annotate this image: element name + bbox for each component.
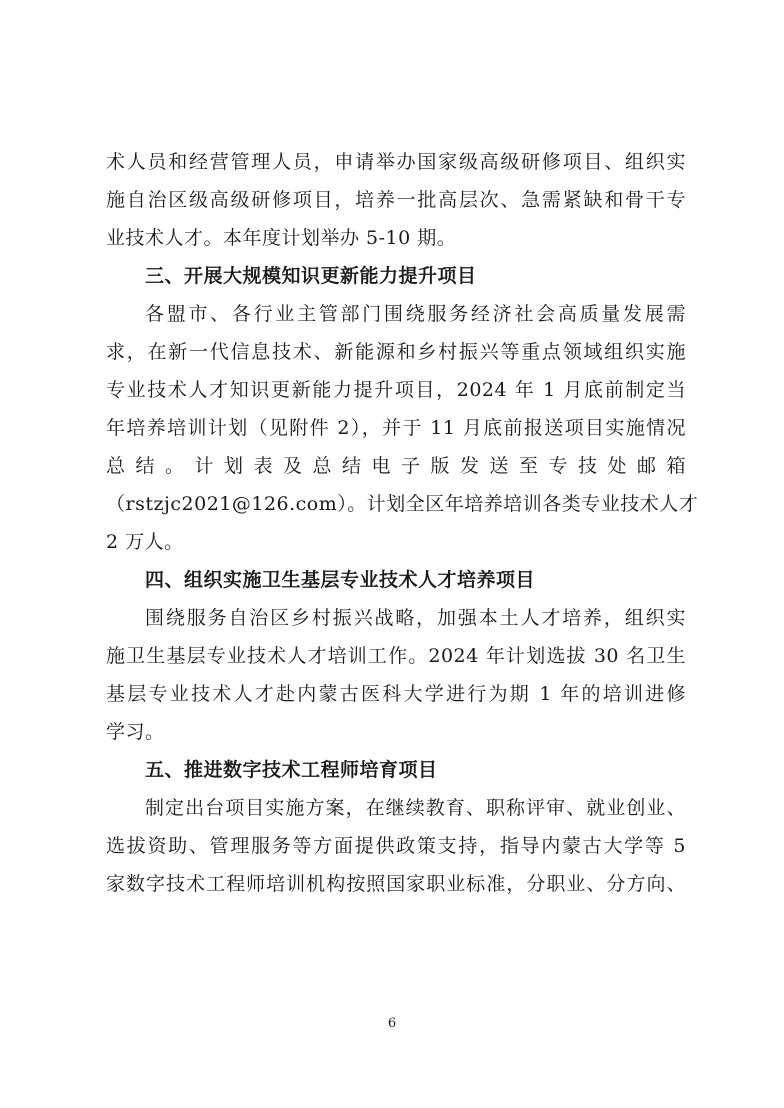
paragraph-line: 2 万人。 — [106, 531, 184, 553]
paragraph-line: 专业技术人才知识更新能力提升项目，2024 年 1 月底前制定当 — [106, 379, 686, 401]
paragraph-line: 施自治区级高级研修项目，培养一批高层次、急需紧缺和骨干专 — [106, 189, 686, 211]
section-heading: 五、推进数字技术工程师培育项目 — [145, 759, 438, 781]
paragraph-line: （rstzjc2021@126.com）。计划全区年培养培训各类专业技术人才 — [106, 493, 699, 515]
paragraph-line: 总结。计划表及总结电子版发送至专技处邮箱 — [106, 455, 686, 477]
paragraph-line: 家数字技术工程师培训机构按照国家职业标准，分职业、分方向、 — [106, 873, 686, 895]
paragraph-line: 施卫生基层专业技术人才培训工作。2024 年计划选拔 30 名卫生 — [106, 645, 686, 667]
page-number: 6 — [387, 1016, 397, 1031]
paragraph-line: 围绕服务自治区乡村振兴战略，加强本土人才培养，组织实 — [145, 607, 686, 629]
paragraph-line: 学习。 — [106, 721, 165, 743]
paragraph-line: 基层专业技术人才赴内蒙古医科大学进行为期 1 年的培训进修 — [106, 683, 686, 705]
paragraph-line: 术人员和经营管理人员，申请举办国家级高级研修项目、组织实 — [106, 151, 686, 173]
document-body — [106, 143, 699, 903]
section-heading: 四、组织实施卫生基层专业技术人才培养项目 — [145, 569, 536, 591]
paragraph-line: 选拔资助、管理服务等方面提供政策支持，指导内蒙古大学等 5 — [106, 835, 686, 857]
section-heading: 三、开展大规模知识更新能力提升项目 — [145, 265, 477, 287]
paragraph-line: 年培养培训计划（见附件 2），并于 11 月底前报送项目实施情况 — [106, 417, 686, 439]
paragraph-line: 业技术人才。本年度计划举办 5-10 期。 — [106, 227, 457, 249]
paragraph-line: 求，在新一代信息技术、新能源和乡村振兴等重点领域组织实施 — [106, 341, 686, 363]
paragraph-line: 制定出台项目实施方案，在继续教育、职称评审、就业创业、 — [145, 797, 686, 819]
paragraph-line: 各盟市、各行业主管部门围绕服务经济社会高质量发展需 — [145, 303, 686, 325]
